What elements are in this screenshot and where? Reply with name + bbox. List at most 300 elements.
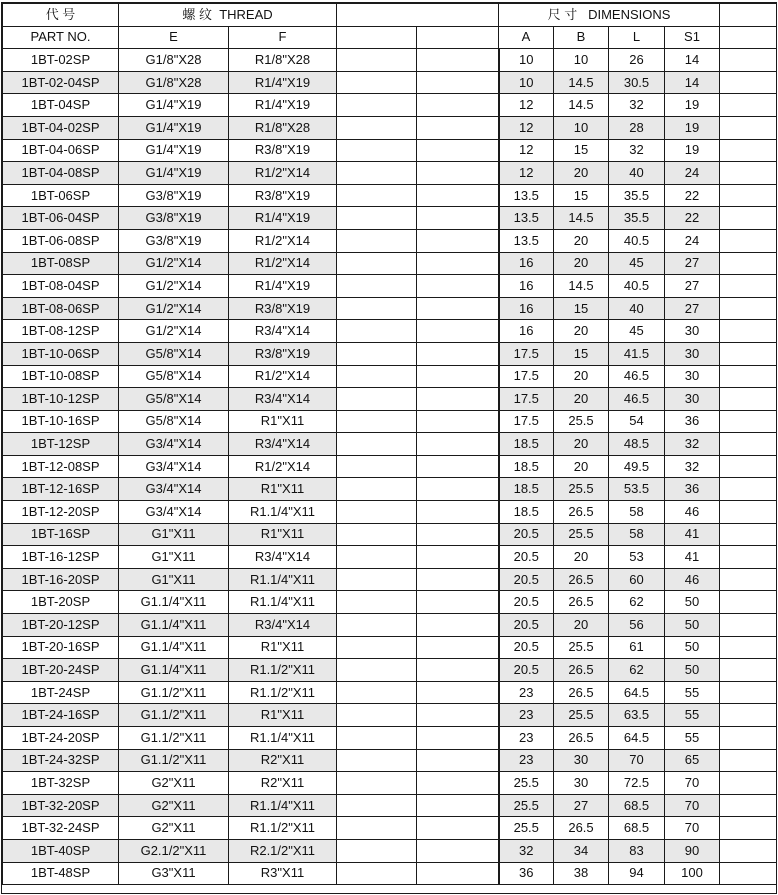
cell-part-no: 1BT-24SP xyxy=(3,681,119,704)
cell-dim-s1: 19 xyxy=(665,139,720,162)
cell-blank xyxy=(417,568,499,591)
cell-blank xyxy=(337,297,417,320)
cell-thread-f: R1/4"X19 xyxy=(229,207,337,230)
table-row xyxy=(3,455,777,478)
cell-dim-b: 20 xyxy=(554,388,609,411)
table-row xyxy=(3,591,777,614)
cell-dim-b: 26.5 xyxy=(554,591,609,614)
cell-blank xyxy=(720,388,777,411)
cell-blank xyxy=(337,794,417,817)
cell-blank xyxy=(337,184,417,207)
cell-dim-b: 26.5 xyxy=(554,681,609,704)
cell-dim-s1: 19 xyxy=(665,94,720,117)
header-blank-5 xyxy=(720,26,777,49)
cell-dim-a: 17.5 xyxy=(499,342,554,365)
cell-dim-a: 20.5 xyxy=(499,568,554,591)
table-row xyxy=(3,727,777,750)
cell-dim-l: 54 xyxy=(609,410,665,433)
table-row xyxy=(3,71,777,94)
cell-thread-e: G1/2"X14 xyxy=(119,275,229,298)
cell-dim-l: 72.5 xyxy=(609,772,665,795)
cell-dim-l: 68.5 xyxy=(609,817,665,840)
table-row xyxy=(3,839,777,862)
cell-dim-b: 20 xyxy=(554,252,609,275)
cell-blank xyxy=(337,862,417,885)
cell-dim-a: 10 xyxy=(499,71,554,94)
table-row xyxy=(3,817,777,840)
cell-blank xyxy=(337,817,417,840)
table-row xyxy=(3,659,777,682)
cell-dim-l: 35.5 xyxy=(609,184,665,207)
table-row xyxy=(3,478,777,501)
cell-dim-s1: 32 xyxy=(665,455,720,478)
cell-thread-f: R1"X11 xyxy=(229,523,337,546)
header-blank-4 xyxy=(417,26,499,49)
cell-dim-b: 20 xyxy=(554,433,609,456)
table-row xyxy=(3,49,777,72)
cell-dim-b: 26.5 xyxy=(554,817,609,840)
cell-blank xyxy=(417,116,499,139)
header-blank-3 xyxy=(337,26,417,49)
cell-blank xyxy=(337,772,417,795)
cell-dim-a: 16 xyxy=(499,252,554,275)
cell-blank xyxy=(337,546,417,569)
cell-blank xyxy=(337,433,417,456)
cell-dim-a: 17.5 xyxy=(499,410,554,433)
cell-dim-b: 14.5 xyxy=(554,207,609,230)
table-row xyxy=(3,252,777,275)
cell-part-no: 1BT-16-12SP xyxy=(3,546,119,569)
cell-blank xyxy=(337,388,417,411)
cell-thread-f: R3/8"X19 xyxy=(229,342,337,365)
cell-dim-l: 70 xyxy=(609,749,665,772)
cell-part-no: 1BT-12-08SP xyxy=(3,455,119,478)
cell-dim-l: 64.5 xyxy=(609,727,665,750)
cell-blank xyxy=(720,704,777,727)
cell-dim-l: 45 xyxy=(609,252,665,275)
cell-thread-e: G1/2"X14 xyxy=(119,297,229,320)
table-row xyxy=(3,116,777,139)
cell-part-no: 1BT-20-12SP xyxy=(3,614,119,637)
header-col-s1: S1 xyxy=(665,26,720,49)
cell-part-no: 1BT-04-06SP xyxy=(3,139,119,162)
cell-dim-s1: 65 xyxy=(665,749,720,772)
cell-dim-b: 20 xyxy=(554,455,609,478)
cell-blank xyxy=(337,636,417,659)
cell-dim-l: 61 xyxy=(609,636,665,659)
cell-thread-e: G1.1/2"X11 xyxy=(119,727,229,750)
cell-thread-f: R3/8"X19 xyxy=(229,139,337,162)
cell-blank xyxy=(337,839,417,862)
cell-dim-s1: 27 xyxy=(665,252,720,275)
cell-dim-s1: 14 xyxy=(665,49,720,72)
cell-blank xyxy=(417,320,499,343)
cell-dim-b: 25.5 xyxy=(554,704,609,727)
cell-blank xyxy=(337,139,417,162)
cell-blank xyxy=(417,162,499,185)
cell-thread-f: R3/4"X14 xyxy=(229,388,337,411)
cell-thread-f: R3/4"X14 xyxy=(229,614,337,637)
cell-thread-f: R1"X11 xyxy=(229,704,337,727)
cell-dim-s1: 70 xyxy=(665,817,720,840)
cell-blank xyxy=(337,342,417,365)
header-col-b: B xyxy=(554,26,609,49)
cell-dim-l: 68.5 xyxy=(609,794,665,817)
cell-blank xyxy=(720,817,777,840)
cell-dim-l: 53 xyxy=(609,546,665,569)
cell-blank xyxy=(720,568,777,591)
header-col-l: L xyxy=(609,26,665,49)
table-row xyxy=(3,365,777,388)
cell-part-no: 1BT-32SP xyxy=(3,772,119,795)
cell-dim-b: 30 xyxy=(554,772,609,795)
cell-dim-l: 60 xyxy=(609,568,665,591)
cell-thread-f: R3/4"X14 xyxy=(229,433,337,456)
table-row xyxy=(3,681,777,704)
header-blank-2 xyxy=(720,4,777,27)
cell-dim-b: 10 xyxy=(554,49,609,72)
cell-dim-s1: 50 xyxy=(665,591,720,614)
table-row xyxy=(3,275,777,298)
header-thread-en: THREAD xyxy=(219,6,273,22)
table-row xyxy=(3,614,777,637)
cell-dim-a: 13.5 xyxy=(499,229,554,252)
cell-blank xyxy=(720,478,777,501)
cell-blank xyxy=(417,614,499,637)
cell-blank xyxy=(720,71,777,94)
header-row-1 xyxy=(3,4,777,27)
cell-dim-b: 20 xyxy=(554,162,609,185)
cell-blank xyxy=(337,501,417,524)
cell-dim-l: 58 xyxy=(609,523,665,546)
cell-part-no: 1BT-02-04SP xyxy=(3,71,119,94)
cell-blank xyxy=(417,794,499,817)
cell-dim-s1: 55 xyxy=(665,704,720,727)
table-row xyxy=(3,162,777,185)
cell-blank xyxy=(417,478,499,501)
cell-blank xyxy=(720,614,777,637)
cell-thread-e: G1.1/2"X11 xyxy=(119,704,229,727)
table-row xyxy=(3,320,777,343)
cell-dim-l: 48.5 xyxy=(609,433,665,456)
cell-dim-a: 16 xyxy=(499,320,554,343)
cell-blank xyxy=(720,546,777,569)
cell-dim-a: 25.5 xyxy=(499,817,554,840)
cell-thread-f: R1/4"X19 xyxy=(229,275,337,298)
cell-blank xyxy=(720,297,777,320)
cell-dim-s1: 22 xyxy=(665,184,720,207)
cell-dim-a: 18.5 xyxy=(499,478,554,501)
header-dims-cn: 尺 寸 xyxy=(547,6,578,22)
cell-blank xyxy=(337,229,417,252)
cell-thread-e: G2"X11 xyxy=(119,794,229,817)
cell-dim-b: 25.5 xyxy=(554,636,609,659)
cell-dim-l: 58 xyxy=(609,501,665,524)
cell-dim-a: 18.5 xyxy=(499,501,554,524)
cell-blank xyxy=(720,207,777,230)
cell-dim-s1: 24 xyxy=(665,162,720,185)
table-row xyxy=(3,139,777,162)
cell-blank xyxy=(417,184,499,207)
cell-thread-e: G2"X11 xyxy=(119,817,229,840)
cell-part-no: 1BT-24-32SP xyxy=(3,749,119,772)
cell-blank xyxy=(337,275,417,298)
table-row xyxy=(3,772,777,795)
header-col-a: A xyxy=(499,26,554,49)
cell-dim-s1: 100 xyxy=(665,862,720,885)
cell-blank xyxy=(720,523,777,546)
cell-dim-s1: 70 xyxy=(665,794,720,817)
table-row xyxy=(3,207,777,230)
cell-dim-a: 16 xyxy=(499,275,554,298)
cell-dim-l: 94 xyxy=(609,862,665,885)
table-row xyxy=(3,94,777,117)
cell-dim-b: 30 xyxy=(554,749,609,772)
cell-blank xyxy=(720,184,777,207)
cell-thread-f: R3/8"X19 xyxy=(229,184,337,207)
cell-blank xyxy=(337,659,417,682)
cell-dim-l: 62 xyxy=(609,659,665,682)
cell-thread-e: G5/8"X14 xyxy=(119,410,229,433)
cell-blank xyxy=(720,794,777,817)
cell-dim-s1: 50 xyxy=(665,614,720,637)
cell-dim-a: 25.5 xyxy=(499,794,554,817)
cell-part-no: 1BT-08SP xyxy=(3,252,119,275)
cell-blank xyxy=(417,681,499,704)
cell-blank xyxy=(417,501,499,524)
cell-blank xyxy=(720,162,777,185)
cell-dim-a: 23 xyxy=(499,727,554,750)
cell-dim-s1: 55 xyxy=(665,727,720,750)
header-part-no: PART NO. xyxy=(3,26,119,49)
cell-dim-s1: 70 xyxy=(665,772,720,795)
cell-dim-a: 32 xyxy=(499,839,554,862)
cell-part-no: 1BT-06SP xyxy=(3,184,119,207)
cell-blank xyxy=(720,139,777,162)
cell-part-no: 1BT-40SP xyxy=(3,839,119,862)
cell-dim-a: 12 xyxy=(499,139,554,162)
cell-blank xyxy=(417,862,499,885)
cell-thread-e: G1"X11 xyxy=(119,523,229,546)
cell-blank xyxy=(720,320,777,343)
cell-thread-e: G1/8"X28 xyxy=(119,49,229,72)
cell-dim-b: 14.5 xyxy=(554,71,609,94)
cell-thread-e: G3/8"X19 xyxy=(119,207,229,230)
cell-dim-b: 20 xyxy=(554,365,609,388)
cell-part-no: 1BT-12SP xyxy=(3,433,119,456)
cell-thread-f: R1/2"X14 xyxy=(229,229,337,252)
cell-dim-b: 20 xyxy=(554,320,609,343)
table-row xyxy=(3,704,777,727)
cell-dim-s1: 50 xyxy=(665,659,720,682)
cell-thread-f: R1/4"X19 xyxy=(229,94,337,117)
cell-dim-a: 12 xyxy=(499,94,554,117)
cell-thread-f: R1/8"X28 xyxy=(229,49,337,72)
cell-dim-s1: 32 xyxy=(665,433,720,456)
cell-thread-f: R1.1/2"X11 xyxy=(229,681,337,704)
cell-thread-e: G5/8"X14 xyxy=(119,342,229,365)
cell-dim-a: 13.5 xyxy=(499,207,554,230)
cell-thread-e: G1/2"X14 xyxy=(119,320,229,343)
cell-thread-f: R1"X11 xyxy=(229,636,337,659)
cell-dim-s1: 22 xyxy=(665,207,720,230)
cell-blank xyxy=(337,71,417,94)
cell-part-no: 1BT-20-24SP xyxy=(3,659,119,682)
cell-part-no: 1BT-24-16SP xyxy=(3,704,119,727)
cell-thread-f: R3"X11 xyxy=(229,862,337,885)
cell-blank xyxy=(720,433,777,456)
cell-dim-b: 10 xyxy=(554,116,609,139)
cell-blank xyxy=(337,681,417,704)
cell-blank xyxy=(720,410,777,433)
cell-blank xyxy=(337,478,417,501)
cell-dim-b: 38 xyxy=(554,862,609,885)
cell-part-no: 1BT-12-16SP xyxy=(3,478,119,501)
cell-dim-s1: 36 xyxy=(665,410,720,433)
cell-blank xyxy=(720,727,777,750)
cell-blank xyxy=(720,839,777,862)
cell-part-no: 1BT-04-08SP xyxy=(3,162,119,185)
cell-blank xyxy=(417,659,499,682)
cell-part-no: 1BT-04-02SP xyxy=(3,116,119,139)
cell-blank xyxy=(720,681,777,704)
header-row-2 xyxy=(3,26,777,49)
cell-thread-e: G5/8"X14 xyxy=(119,388,229,411)
cell-dim-l: 28 xyxy=(609,116,665,139)
cell-blank xyxy=(417,275,499,298)
cell-blank xyxy=(417,546,499,569)
cell-thread-e: G1.1/4"X11 xyxy=(119,614,229,637)
cell-dim-a: 23 xyxy=(499,681,554,704)
cell-thread-e: G3/4"X14 xyxy=(119,501,229,524)
cell-dim-l: 30.5 xyxy=(609,71,665,94)
cell-thread-e: G1.1/2"X11 xyxy=(119,681,229,704)
table-row xyxy=(3,229,777,252)
table-row xyxy=(3,568,777,591)
cell-blank xyxy=(720,365,777,388)
cell-dim-s1: 30 xyxy=(665,342,720,365)
cell-dim-b: 25.5 xyxy=(554,478,609,501)
cell-dim-b: 15 xyxy=(554,342,609,365)
cell-thread-f: R2.1/2"X11 xyxy=(229,839,337,862)
cell-blank xyxy=(720,659,777,682)
cell-part-no: 1BT-08-12SP xyxy=(3,320,119,343)
cell-blank xyxy=(417,727,499,750)
cell-blank xyxy=(417,817,499,840)
cell-dim-l: 46.5 xyxy=(609,365,665,388)
header-thread xyxy=(119,4,337,27)
cell-part-no: 1BT-32-20SP xyxy=(3,794,119,817)
cell-part-no: 1BT-20-16SP xyxy=(3,636,119,659)
cell-blank xyxy=(417,591,499,614)
cell-thread-e: G1/2"X14 xyxy=(119,252,229,275)
cell-dim-l: 40 xyxy=(609,162,665,185)
header-col-e: E xyxy=(119,26,229,49)
cell-thread-f: R1.1/2"X11 xyxy=(229,817,337,840)
cell-blank xyxy=(337,614,417,637)
cell-thread-f: R1/2"X14 xyxy=(229,252,337,275)
cell-dim-a: 17.5 xyxy=(499,388,554,411)
cell-dim-l: 40.5 xyxy=(609,229,665,252)
cell-blank xyxy=(417,71,499,94)
cell-blank xyxy=(337,568,417,591)
cell-blank xyxy=(720,94,777,117)
cell-dim-s1: 46 xyxy=(665,501,720,524)
table-row xyxy=(3,862,777,885)
cell-thread-e: G3/8"X19 xyxy=(119,184,229,207)
cell-blank xyxy=(720,749,777,772)
table-row xyxy=(3,749,777,772)
cell-blank xyxy=(720,49,777,72)
cell-dim-a: 20.5 xyxy=(499,636,554,659)
cell-thread-f: R1.1/4"X11 xyxy=(229,501,337,524)
cell-thread-f: R1/2"X14 xyxy=(229,365,337,388)
cell-thread-e: G1/4"X19 xyxy=(119,116,229,139)
cell-dim-s1: 30 xyxy=(665,320,720,343)
cell-thread-f: R3/8"X19 xyxy=(229,297,337,320)
cell-part-no: 1BT-08-06SP xyxy=(3,297,119,320)
cell-dim-l: 56 xyxy=(609,614,665,637)
cell-thread-f: R1.1/4"X11 xyxy=(229,568,337,591)
cell-dim-s1: 41 xyxy=(665,546,720,569)
table-row xyxy=(3,433,777,456)
cell-thread-f: R1/2"X14 xyxy=(229,162,337,185)
cell-part-no: 1BT-06-04SP xyxy=(3,207,119,230)
cell-part-no: 1BT-06-08SP xyxy=(3,229,119,252)
cell-blank xyxy=(417,772,499,795)
cell-part-no: 1BT-10-06SP xyxy=(3,342,119,365)
table-row xyxy=(3,523,777,546)
cell-thread-e: G1.1/2"X11 xyxy=(119,749,229,772)
cell-dim-a: 20.5 xyxy=(499,546,554,569)
cell-blank xyxy=(720,342,777,365)
cell-dim-b: 26.5 xyxy=(554,659,609,682)
cell-dim-b: 20 xyxy=(554,229,609,252)
cell-blank xyxy=(337,365,417,388)
cell-dim-b: 26.5 xyxy=(554,727,609,750)
cell-thread-e: G1"X11 xyxy=(119,568,229,591)
cell-thread-e: G1.1/4"X11 xyxy=(119,591,229,614)
cell-dim-a: 20.5 xyxy=(499,591,554,614)
cell-part-no: 1BT-12-20SP xyxy=(3,501,119,524)
cell-dim-b: 14.5 xyxy=(554,94,609,117)
cell-dim-s1: 90 xyxy=(665,839,720,862)
header-code-cn: 代 号 xyxy=(3,4,119,27)
cell-thread-f: R1.1/4"X11 xyxy=(229,591,337,614)
cell-thread-e: G1/8"X28 xyxy=(119,71,229,94)
cell-part-no: 1BT-32-24SP xyxy=(3,817,119,840)
cell-blank xyxy=(337,49,417,72)
cell-blank xyxy=(337,749,417,772)
table-row xyxy=(3,794,777,817)
cell-dim-b: 25.5 xyxy=(554,523,609,546)
cell-thread-f: R2"X11 xyxy=(229,749,337,772)
cell-dim-s1: 46 xyxy=(665,568,720,591)
cell-dim-l: 83 xyxy=(609,839,665,862)
cell-thread-e: G3"X11 xyxy=(119,862,229,885)
cell-blank xyxy=(417,297,499,320)
cell-blank xyxy=(720,229,777,252)
cell-dim-a: 23 xyxy=(499,749,554,772)
cell-dim-l: 64.5 xyxy=(609,681,665,704)
table-row xyxy=(3,501,777,524)
cell-blank xyxy=(417,704,499,727)
cell-blank xyxy=(417,252,499,275)
cell-thread-e: G3/4"X14 xyxy=(119,478,229,501)
cell-thread-f: R1.1/2"X11 xyxy=(229,659,337,682)
cell-dim-a: 12 xyxy=(499,116,554,139)
cell-blank xyxy=(720,252,777,275)
